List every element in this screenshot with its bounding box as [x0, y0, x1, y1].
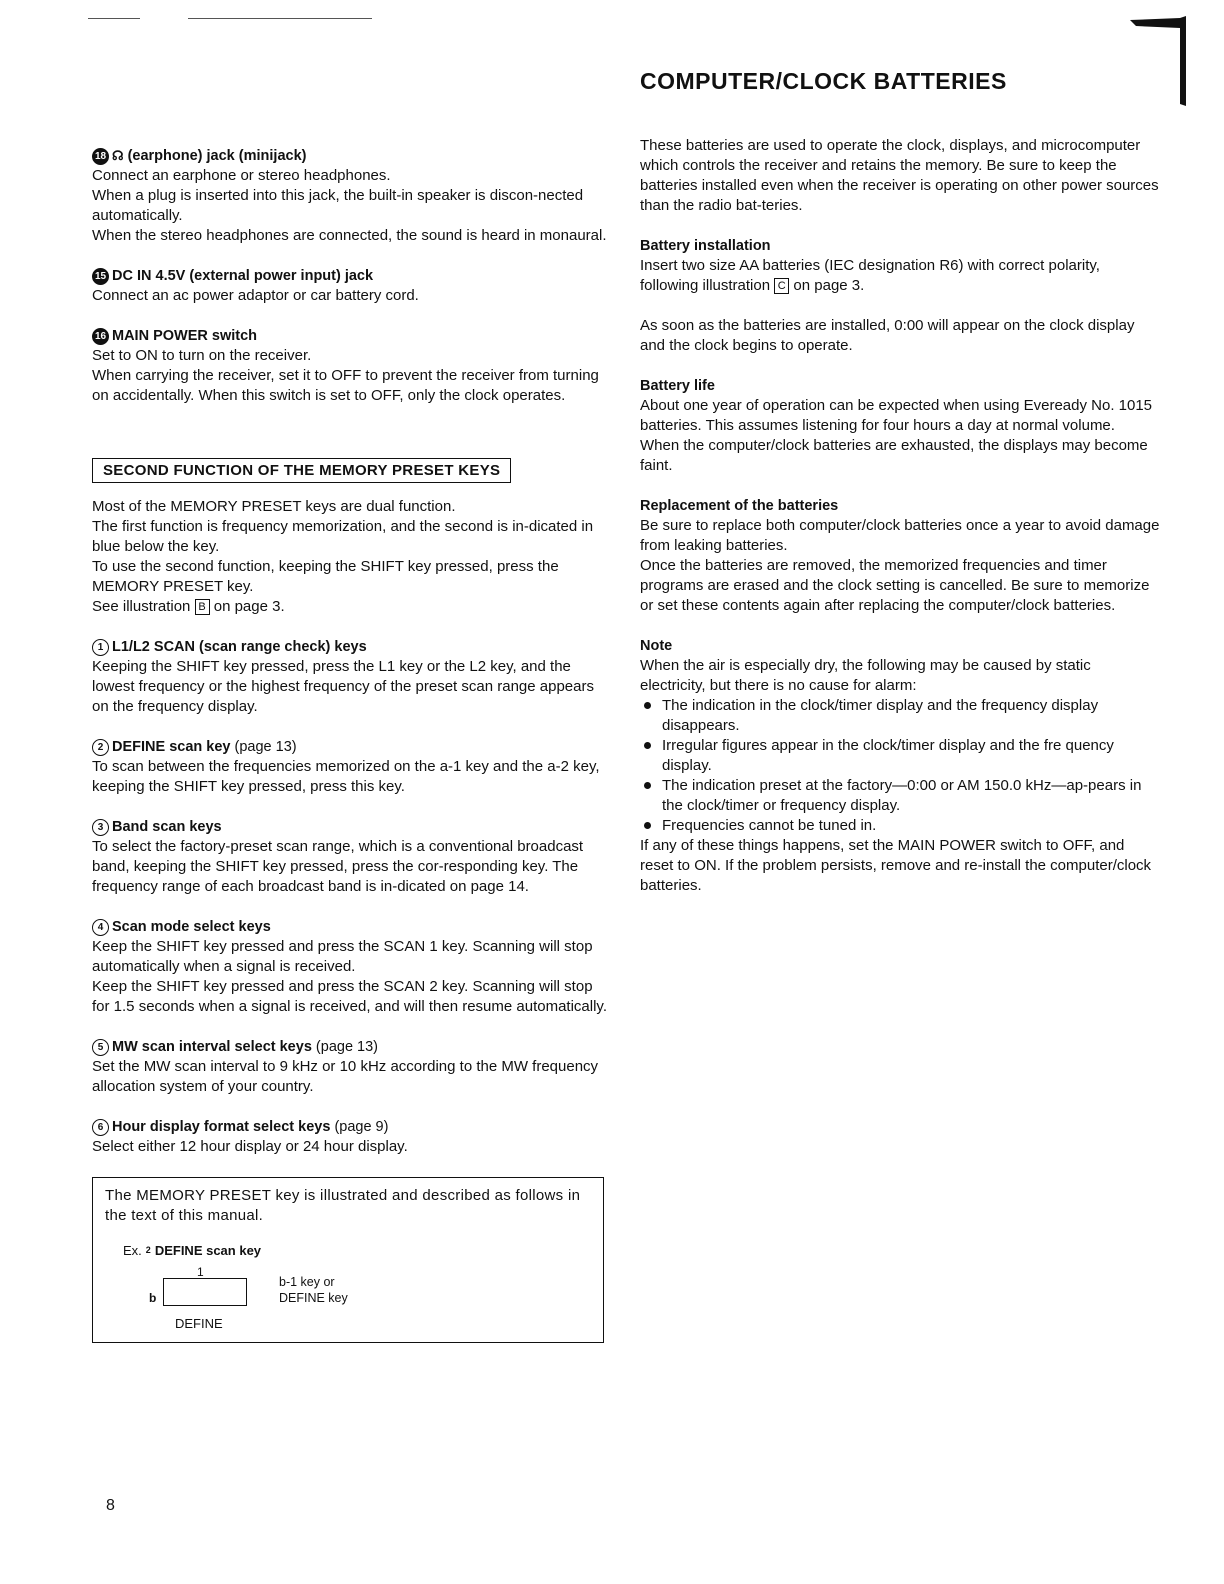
dc-in-section: [92, 266, 612, 306]
bullet-icon: [644, 702, 651, 709]
item-number-icon: 4: [92, 919, 109, 936]
replacement-heading: Replacement of the batteries: [640, 498, 839, 514]
key-item-text: Keep the SHIFT key pressed and press the SCAN 2 key. Scanning will stop for 1.5 seconds when a signal is received, and will then resume automatically.: [92, 978, 607, 1015]
second-function-line: Most of the MEMORY PRESET keys are dual function.: [92, 498, 456, 515]
key-item-heading: 6 Hour display format select keys (page 9): [92, 1117, 612, 1137]
main-power-line: When carrying the receiver, set it to OFF to prevent the receiver from turning on accidentally. When this switch is set to OFF, only the clock operates.: [92, 367, 599, 404]
headphone-icon: ☊: [112, 148, 124, 163]
second-function-title: SECOND FUNCTION OF THE MEMORY PRESET KEYS: [92, 458, 511, 483]
key-item-section: [92, 1117, 612, 1157]
note-box-text: The MEMORY PRESET key is illustrated and described as follows in the text of this manual.: [105, 1187, 581, 1224]
header-rule-right: [188, 18, 372, 19]
key-item-heading: 2 DEFINE scan key (page 13): [92, 737, 612, 757]
replacement-section: [640, 496, 1160, 616]
key-item-text: Keeping the SHIFT key pressed, press the L1 key or the L2 key, and the lowest frequency or the highest frequency of the preset scan range appears on the frequency display.: [92, 658, 594, 715]
note-bullet-list: [640, 696, 1160, 836]
dc-in-text: Connect an ac power adaptor or car battery cord.: [92, 287, 419, 304]
battery-installation-text: Insert two size AA batteries (IEC designation R6) with correct polarity, following illustration C on page 3.: [640, 257, 1100, 294]
key-illustration: [163, 1278, 247, 1306]
note-outro: If any of these things happens, set the MAIN POWER switch to OFF, and reset to ON. If the problem persists, remove and re-install the computer/clock batteries.: [640, 837, 1152, 894]
key-item-text: To select the factory-preset scan range, which is a conventional broadcast band, keeping the SHIFT key pressed, press the cor-responding key. The frequency range of each broadcast band is in-dicated on page 14.: [92, 838, 584, 895]
bullet-icon: [644, 742, 651, 749]
left-column: [92, 146, 612, 1343]
key-callout: b-1 key or DEFINE key: [279, 1275, 348, 1305]
key-item-text: To scan between the frequencies memorized on the a-1 key and the a-2 key, keeping the SHIFT key pressed, press this key.: [92, 758, 600, 795]
item-number-icon: 6: [92, 1119, 109, 1136]
replacement-line: Be sure to replace both computer/clock batteries once a year to avoid damage from leaking batteries.: [640, 517, 1160, 554]
bullet-icon: [644, 822, 651, 829]
battery-life-line: When the computer/clock batteries are exhausted, the displays may become faint.: [640, 437, 1148, 474]
second-function-line: The first function is frequency memorization, and the second is in-dicated in blue below the key.: [92, 518, 594, 555]
list-item: Frequencies cannot be tuned in.: [640, 816, 1160, 836]
list-item: Irregular figures appear in the clock/timer display and the fre quency display.: [640, 736, 1160, 776]
item-number-icon: 5: [92, 1039, 109, 1056]
second-function-line: To use the second function, keeping the SHIFT key pressed, press the MEMORY PRESET key.: [92, 558, 559, 595]
item-number-icon: 16: [92, 328, 109, 345]
replacement-line: Once the batteries are removed, the memorized frequencies and timer programs are erased and the clock setting is cancelled. Be sure to memorize or set these contents again after replacing the computer/clock batteries.: [640, 557, 1150, 614]
key-item-section: [92, 737, 612, 797]
earphone-jack-section: [92, 146, 612, 246]
item-number-icon: 1: [92, 639, 109, 656]
define-key-diagram: [105, 1240, 593, 1331]
key-top-label: 1: [197, 1265, 204, 1279]
key-item-section: [92, 1037, 612, 1097]
as-soon-section: As soon as the batteries are installed, 0:00 will appear on the clock display and the clock begins to operate.: [640, 317, 1135, 354]
battery-installation-heading: Battery installation: [640, 238, 771, 254]
note-section: [640, 636, 1160, 896]
dc-in-heading: 15 DC IN 4.5V (external power input) jack: [92, 266, 612, 286]
key-item-section: [92, 817, 612, 897]
bullet-icon: [644, 782, 651, 789]
key-item-heading: 5 MW scan interval select keys (page 13): [92, 1037, 612, 1057]
page-corner-mark: [1130, 14, 1190, 109]
key-item-heading: 1 L1/L2 SCAN (scan range check) keys: [92, 637, 612, 657]
key-left-label: b: [149, 1291, 157, 1305]
main-power-heading: 16 MAIN POWER switch: [92, 326, 612, 346]
earphone-line: When the stereo headphones are connected, the sound is heard in monaural.: [92, 227, 607, 244]
key-item-section: [92, 917, 612, 1017]
right-column: [640, 136, 1160, 916]
item-number-icon: 18: [92, 148, 109, 165]
key-item-heading: 3 Band scan keys: [92, 817, 612, 837]
main-power-section: [92, 326, 612, 406]
main-power-line: Set to ON to turn on the receiver.: [92, 347, 312, 364]
page-title: COMPUTER/CLOCK BATTERIES: [640, 68, 1007, 94]
note-intro: When the air is especially dry, the following may be caused by static electricity, but there is no cause for alarm:: [640, 657, 1091, 694]
header-rule-left: [88, 18, 140, 19]
second-function-intro: [92, 497, 612, 617]
earphone-jack-heading: 18 ☊ (earphone) jack (minijack): [92, 146, 612, 166]
item-number-icon: 3: [92, 819, 109, 836]
memory-preset-note-box: [92, 1177, 604, 1343]
key-item-text: Select either 12 hour display or 24 hour display.: [92, 1138, 408, 1155]
note-heading: Note: [640, 638, 673, 654]
earphone-line: When a plug is inserted into this jack, the built-in speaker is discon-nected automatically.: [92, 187, 584, 224]
battery-life-line: About one year of operation can be expected when using Eveready No. 1015 batteries. This assumes listening for four hours a day at normal volume.: [640, 397, 1153, 434]
list-item: The indication preset at the factory—0:00 or AM 150.0 kHz—ap-pears in the clock/timer or frequency display.: [640, 776, 1160, 816]
key-bottom-label: DEFINE: [175, 1316, 223, 1331]
page-number: 8: [106, 1497, 115, 1514]
illustration-letter-icon: C: [774, 278, 789, 294]
preset-key-items: [92, 637, 612, 1157]
item-number-icon: 15: [92, 268, 109, 285]
illustration-reference: See illustration B on page 3.: [92, 598, 285, 615]
earphone-line: Connect an earphone or stereo headphones.: [92, 167, 391, 184]
key-item-section: [92, 637, 612, 717]
battery-life-section: [640, 376, 1160, 476]
battery-installation-section: [640, 236, 1160, 296]
batteries-intro: These batteries are used to operate the clock, displays, and microcomputer which controls the receiver and retains the memory. Be sure to keep the batteries installed even when the receiver is operating on other power sources than the radio bat-teries.: [640, 137, 1159, 214]
battery-life-heading: Battery life: [640, 378, 715, 394]
list-item: The indication in the clock/timer display and the frequency display disappears.: [640, 696, 1160, 736]
item-number-icon: 2: [92, 739, 109, 756]
key-item-text: Keep the SHIFT key pressed and press the SCAN 1 key. Scanning will stop automatically when a signal is received.: [92, 938, 593, 975]
key-item-text: Set the MW scan interval to 9 kHz or 10 kHz according to the MW frequency allocation system of your country.: [92, 1058, 599, 1095]
key-item-heading: 4 Scan mode select keys: [92, 917, 612, 937]
illustration-letter-icon: B: [195, 599, 210, 615]
diagram-example-label: Ex. 2 DEFINE scan key: [123, 1243, 262, 1258]
